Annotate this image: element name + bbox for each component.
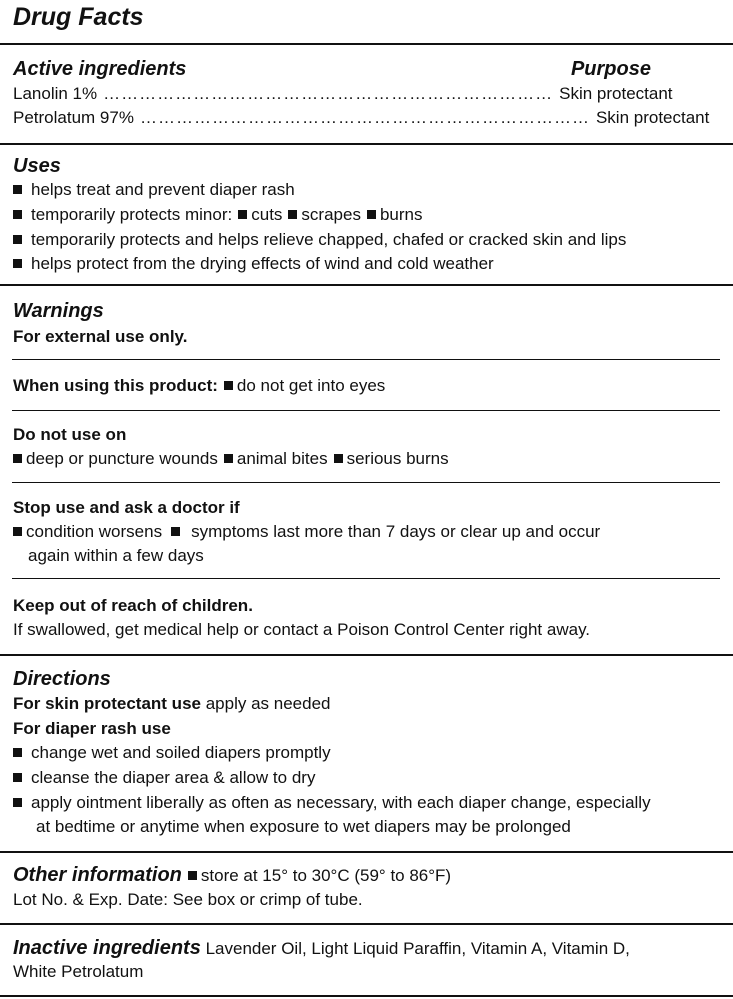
bullet-icon	[238, 210, 247, 219]
list-item	[13, 768, 315, 788]
list-item-text: helps treat and prevent diaper rash	[31, 180, 295, 199]
other-info-row	[13, 864, 451, 886]
do-not-use-items	[13, 449, 449, 469]
bullet-icon	[13, 798, 22, 807]
skin-protectant-label: For skin protectant use	[13, 694, 201, 713]
list-item-text: deep or puncture wounds	[26, 449, 218, 468]
list-item-text: serious burns	[346, 449, 449, 468]
warnings-heading: Warnings	[13, 300, 104, 322]
ingredient-row	[13, 108, 710, 128]
ingredient-row	[13, 84, 673, 104]
list-item-text: helps protect from the drying effects of wind and cold weather	[31, 254, 494, 273]
bullet-icon	[13, 259, 22, 268]
list-item-text: condition worsens	[26, 522, 163, 541]
list-item-text: cleanse the diaper area & allow to dry	[31, 768, 316, 787]
list-item-text: symptoms last more than 7 days or clear up and occur	[191, 522, 601, 541]
keep-out-label: Keep out of reach of children.	[13, 596, 253, 615]
leader-dots: …………………………………………………………………	[103, 84, 554, 103]
bullet-icon	[13, 527, 22, 536]
bullet-icon	[13, 210, 22, 219]
stop-use-label: Stop use and ask a doctor if	[13, 498, 240, 517]
list-item-text: apply ointment liberally as often as necessary, with each diaper change, especially	[31, 793, 651, 812]
swallowed-text: If swallowed, get medical help or contact a Poison Control Center right away.	[13, 620, 591, 639]
list-item-text: cuts	[251, 205, 283, 224]
list-item	[13, 254, 494, 274]
bullet-icon	[367, 210, 376, 219]
list-item	[13, 230, 626, 250]
stop-use-continuation: again within a few days	[28, 546, 204, 565]
section-divider	[0, 43, 733, 45]
bullet-icon	[13, 748, 22, 757]
section-divider	[0, 654, 733, 656]
list-item-text: do not get into eyes	[236, 376, 386, 395]
ingredient-name: Petrolatum 97%	[13, 108, 134, 127]
list-item-text: scrapes	[301, 205, 361, 224]
when-using-label: When using this product:	[13, 376, 218, 395]
external-use-text: For external use only.	[13, 327, 188, 346]
drug-facts-title: Drug Facts	[13, 3, 144, 31]
section-divider	[0, 851, 733, 853]
bullet-icon	[171, 527, 180, 536]
bullet-icon	[13, 773, 22, 782]
bullet-icon	[13, 454, 22, 463]
ingredient-purpose: Skin protectant	[559, 84, 673, 103]
list-item	[13, 180, 295, 200]
purpose-heading: Purpose	[570, 58, 651, 80]
section-divider	[0, 143, 733, 145]
lot-text: Lot No. & Exp. Date: See box or crimp of tube.	[13, 890, 363, 909]
list-item-continuation: at bedtime or anytime when exposure to wet diapers may be prolonged	[36, 817, 571, 836]
subsection-divider	[12, 359, 720, 360]
list-item-text: temporarily protects minor:	[31, 205, 233, 224]
diaper-rash-label: For diaper rash use	[13, 719, 171, 738]
skin-protectant-text: apply as needed	[205, 694, 331, 713]
inactive-text-2: White Petrolatum	[13, 962, 144, 981]
skin-protectant-row	[13, 694, 331, 714]
list-item-text: burns	[379, 205, 423, 224]
list-item	[13, 743, 331, 763]
uses-heading: Uses	[13, 155, 61, 177]
bottom-border	[0, 995, 733, 997]
section-divider	[0, 923, 733, 925]
bullet-icon	[13, 185, 22, 194]
ingredient-purpose: Skin protectant	[595, 108, 710, 127]
bullet-icon	[288, 210, 297, 219]
do-not-use-label: Do not use on	[13, 425, 127, 444]
leader-dots: …………………………………………………………………	[139, 108, 590, 127]
list-item-text: animal bites	[236, 449, 328, 468]
list-item	[13, 793, 651, 813]
ingredient-name: Lanolin 1%	[13, 84, 98, 103]
inactive-text: Lavender Oil, Light Liquid Paraffin, Vitamin A, Vitamin D,	[205, 939, 630, 958]
inactive-heading: Inactive ingredients	[13, 937, 201, 959]
bullet-icon	[334, 454, 343, 463]
bullet-icon	[13, 235, 22, 244]
bullet-icon	[224, 454, 233, 463]
subsection-divider	[12, 578, 720, 579]
storage-text: store at 15° to 30°C (59° to 86°F)	[200, 866, 452, 885]
subsection-divider	[12, 410, 720, 411]
subsection-divider	[12, 482, 720, 483]
active-ingredients-heading: Active ingredients	[13, 58, 187, 80]
other-info-heading: Other information	[13, 864, 182, 886]
section-divider	[0, 284, 733, 286]
stop-use-items	[13, 522, 600, 542]
bullet-icon	[224, 381, 233, 390]
directions-heading: Directions	[13, 668, 111, 690]
bullet-icon	[188, 871, 197, 880]
inactive-row	[13, 937, 630, 959]
list-item-text: change wet and soiled diapers promptly	[31, 743, 331, 762]
list-item-text: temporarily protects and helps relieve chapped, chafed or cracked skin and lips	[31, 230, 627, 249]
when-using-row	[13, 376, 385, 396]
list-item	[13, 205, 422, 225]
